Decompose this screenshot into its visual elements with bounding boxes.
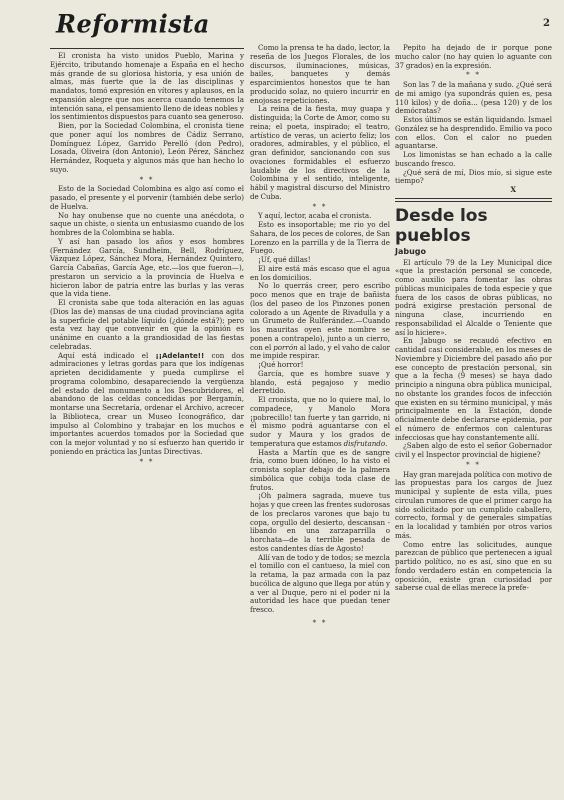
paragraph: García, que es hombre suave y blando, está pegajoso y medio derretido. xyxy=(250,368,390,396)
emphasis-adelante: ¡¡Adelante!! xyxy=(155,350,205,360)
masthead-logo: Reformista xyxy=(56,8,210,39)
paragraph: La reina de la fiesta, muy guapa y distinguida; la Corte de Amor, como su reina; el poeta, inspirado; el teatro, artístico de veras, un acierto feliz; los oradores, admirables, y el público, el gran definidor, sancionando con sus ovaciones formidables el esfuerzo laudable de los directivos de la Colombina y el sentido, inteligente, hábil y magistral discurso del Ministro de Cuba. xyxy=(250,104,390,201)
paragraph: Hasta a Martín que es de sangre fría, como buen idóneo, lo ha visto el cronista soplar debajo de la palmera simbólica que cobija toda clase de frutos. xyxy=(250,447,390,492)
paragraph: ¡Oh palmera sagrada, mueve tus hojas y que creen las frentes sudorosas de los preclaros varones que bajo tu copa, orgullo del desierto, descansan - libando en una zarzaparrilla o horchata—de la terrible pesada de estos candentes días de Agosto! xyxy=(250,491,390,553)
paragraph: Bien, por la Sociedad Colombina, el cronista tiene que poner aquí los nombres de Cádiz Serrano, Domínguez López, Garrido Perelló (don Pedro), Losada, Oliveira (don Antonio), León Pérez, Sánchez Hernández, Roqueta y algunos más que han hecho lo suyo. xyxy=(50,121,244,174)
italic-disfrutando: disfrutando xyxy=(343,438,386,448)
paragraph: Los limonistas se han echado a la calle buscando fresco. xyxy=(395,150,552,168)
separator-asterisks: * * xyxy=(466,460,481,469)
separator-asterisks: * * xyxy=(139,175,155,184)
paragraph: ¿Saben algo de esto el señor Gobernador civil y el Inspector provincial de higiene? xyxy=(395,441,552,459)
separator-asterisks: * * xyxy=(312,202,328,211)
column-left xyxy=(50,0,244,467)
separator-asterisks: * * xyxy=(312,618,328,627)
paragraph: El cronista ha visto unidos Pueblo, Marina y Ejército, tributando homenaje a España en el hecho más grande de su gloriosa historia, y esa unión de almas, más fuerte que la de las disciplinas y mandatos, tomó expresión en vítores y aplausos, en la expansión alegre que nos acerca cuando tenemos la intención sana, el pensamiento lleno de ideas nobles y los sentimientos dispuestos para cuanto sea generoso. xyxy=(50,51,244,122)
paragraph xyxy=(250,282,390,361)
paragraph xyxy=(50,352,244,457)
text-run: . xyxy=(385,438,388,448)
text-run: con dos admiraciones y letras gordas para que los indígenas aprieten decididamente y pueda cumplirse el programa colombino, desapareciendo la vergüenza del estado del monumento a los Descubridores, el abandono de las celdas concedidas por Bergamín, montarse una Secretaría, ordenar el Archivo, acrecer la Biblioteca, crear un Museo Iconográfico, dar impulso al Colombino y trabajar en los muchos e importantes acuerdos tomados por la Sociedad que con la mejor voluntad y no sí esfuerzo han querido ir poniendo en práctica las Juntas Directivas. xyxy=(50,350,244,456)
page-number: 2 xyxy=(543,18,550,29)
paragraph: Hay gran marejada política con motivo de las propuestas para los cargos de Juez municipal y suplente de esta villa, pues circulan rumores de que el primer cargo ha sido solicitado por un cumplido caballero, correcto, formal y de generales simpatías en la localidad y también por otros varios más. xyxy=(395,469,552,540)
section-title: Desde los pueblos xyxy=(395,205,488,246)
column-right xyxy=(395,44,552,593)
italic-porron: porrón xyxy=(273,342,298,352)
paragraph xyxy=(250,396,390,449)
paragraph: El cronista sabe que toda alteración en las aguas (Dios las de) mansas de una ciudad provinciana agita la superficie del potable líquido (¿dónde está?); pero esta vez hay que convenir en que la opinión es unánime en cuanto a la grandiosidad de las fiestas celebradas. xyxy=(50,298,244,351)
paragraph: El artículo 79 de la Ley Municipal dice «que la prestación personal se concede, como auxilio para fomentar las obras públicas municipales de toda especie y que fuera de los casos de obras públicas, no podrá exigirse prestación personal de ninguna clase, incurriendo en responsabilidad el Alcalde o Teniente que así lo hiciere». xyxy=(395,257,552,337)
paragraph: ¡Uf, qué dillas! xyxy=(258,255,311,264)
text-run: El cronista, que no lo quiere mal, lo compadece, y Manolo Mora ¡pobrecillo! tan fuerte y tan garrido, ni él mismo podrá aguantarse con el sudor y Maura y los grados de temperatura que estamos xyxy=(250,395,390,448)
paragraph: Y aquí, lector, acaba el cronista. xyxy=(258,211,372,221)
masthead xyxy=(50,0,244,52)
paragraph: Estos últimos se están liquidando. Ismael González se ha desprendido. Emilio va poco con ellos. Con el calor no pueden aguantarse. xyxy=(395,115,552,151)
paragraph: Como entre las solicitudes, aunque parezcan de público que pertenecen a igual partido político, no es así, sino que en su fondo verdadero están en competencia la oposición, existe gran curiosidad por saberse cual de ellas merece la prefe- xyxy=(395,539,552,593)
paragraph: ¡Qué horror! xyxy=(258,360,304,369)
paragraph: ¿Qué será de mí, Dios mío, si sigue este tiempo? xyxy=(395,167,552,186)
paragraph: Son las 7 de la mañana y sudo. ¿Qué será de mi amigo (ya supondrás quien es, pesa 110 kilos) y de doña... (pesa 120) y de los demócratas? xyxy=(395,80,552,116)
signature: X xyxy=(510,185,516,194)
paragraph: Y así han pasado los años y esos hombres (Fernández García, Sundheim, Bell, Rodríguez, Vázquez López, Sánchez Mora, Hernández Quintero, García Cabañas, García Age, etc.—los que fueron—), prestaron un servicio a la provincia de Huelva e hicieron labor de patria entre las burlas y las veras que la vida tiene. xyxy=(50,236,244,299)
column-middle xyxy=(250,44,390,629)
text-run: No lo querrás creer, pero escribo poco menos que en traje de bañista (los del paseo de los Pinzones ponen colorado a un Agente de Rivadulla y a un Grumeto de Rulferández.—Cuando los mauritas oyen este nombre se ponen a contrapelo), junto a un cierro, con el xyxy=(250,281,390,352)
paragraph: El aire está más escaso que el agua en los domicilios. xyxy=(250,263,390,282)
section-divider xyxy=(395,198,552,202)
paragraph: En Jabugo se recaudó efectivo en cantidad casi considerable, en los meses de Noviembre y Diciembre del pasado año por ese concepto de prestación personal, sin que a la fecha (9 meses) se haya dado principio a ninguna obra pública municipal, no obstante los grandes focos de infección que existen en su término municipal, y más principalmente en la Estación, donde oficialmente debe declararse epidemia, por el número de enfermos con calenturas infecciosas que hay constantemente allí. xyxy=(395,336,552,442)
paragraph: Pepito ha dejado de ir porque pone mucho calor (no hay quien lo aguante con 37 grados) en la expresión. xyxy=(395,43,552,70)
paragraph: No hay onubense que no cuente una anécdota, o saque un chiste, o sienta un entusiasmo cuando de los hombres de la Colombina se habla. xyxy=(50,210,244,237)
text-run: Aquí está indicado el xyxy=(58,350,156,360)
text-run: al lado, y el vaho de calor me impide respirar. xyxy=(250,342,390,361)
masthead-rule xyxy=(50,48,244,49)
paragraph: Como la prensa te ha dado, lector, la reseña de los Juegos Florales, de los discursos, iluminaciones, músicas, bailes, banquetes y demás esparcimientos honestos que te han producido solaz, no quiero incurrir en enojosas repeticiones. xyxy=(250,43,390,105)
paragraph: Esto es insoportable; me rio yo del Sahara, de los peces de colores, de San Lorenzo en la parrilla y de la Tierra de Fuego. xyxy=(250,220,390,256)
subheading-jabugo: Jabugo xyxy=(395,246,427,256)
paragraph: Esto de la Sociedad Colombina es algo así como el pasado, el presente y el porvenir (también debe serlo) de Huelva. xyxy=(50,184,244,211)
separator-asterisks: * * xyxy=(466,71,481,80)
paragraph: Allí van de todo y de todos; se mezcla el tomillo con el cantueso, la miel con la retama, la paz armada con la paz bucólica de alguno que llega por atún y a ver al Duque, pero ni el poder ni la autoridad les hace que puedan tener fresco. xyxy=(250,552,390,614)
separator-asterisks: * * xyxy=(139,457,155,466)
